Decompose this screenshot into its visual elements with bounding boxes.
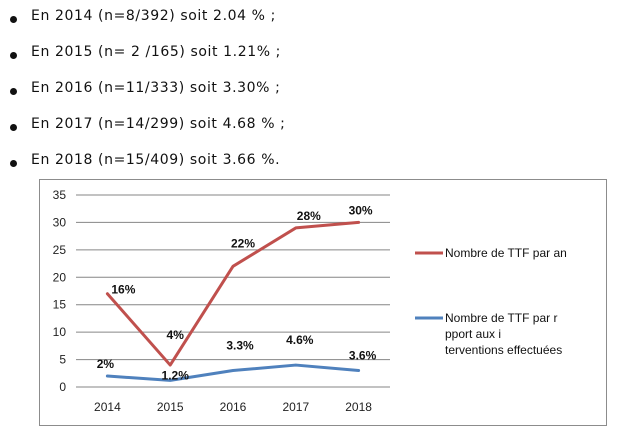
series-line [107, 365, 358, 383]
x-tick-label: 2018 [345, 400, 372, 414]
x-tick-label: 2017 [282, 400, 310, 414]
y-tick-label: 30 [52, 215, 66, 230]
data-label: 4.6% [286, 333, 314, 348]
bullet-item [0, 42, 618, 78]
bullet-list [0, 6, 618, 186]
bullet-text: En 2016 (n=11/333) soit 3.30% ; [31, 80, 281, 96]
x-tick-label: 2014 [94, 400, 121, 414]
bullet-icon [10, 124, 17, 131]
data-label: 4% [166, 328, 184, 343]
bullet-text: En 2017 (n=14/299) soit 4.68 % ; [31, 116, 286, 132]
x-tick-label: 2015 [156, 400, 184, 414]
bullet-icon [10, 16, 17, 23]
y-tick-label: 10 [52, 325, 66, 340]
bullet-text: En 2018 (n=15/409) soit 3.66 %. [31, 152, 281, 168]
data-label: 30% [348, 203, 373, 218]
y-tick-label: 0 [59, 380, 66, 394]
bullet-item [0, 78, 618, 114]
bullet-text: En 2015 (n= 2 /165) soit 1.21% ; [31, 44, 282, 60]
y-tick-label: 35 [52, 188, 66, 202]
x-tick-label: 2016 [219, 400, 247, 414]
data-label: 22% [230, 236, 256, 251]
data-label: 3.3% [226, 338, 254, 353]
data-label: 1.2% [161, 368, 189, 383]
bullet-icon [10, 52, 17, 59]
data-label: 3.6% [348, 348, 377, 363]
data-label: 16% [111, 282, 136, 297]
data-label: 28% [296, 208, 321, 223]
bullet-item [0, 6, 618, 42]
line-chart [40, 180, 606, 425]
y-tick-label: 25 [52, 242, 66, 257]
y-tick-label: 15 [52, 297, 66, 312]
bullet-item [0, 114, 618, 150]
chart-frame [39, 179, 607, 426]
legend-label: Nombre de TTF par an [445, 246, 567, 260]
legend-label: Nombre de TTF par r pport aux i terventions effectuées [445, 311, 563, 357]
bullet-icon [10, 88, 17, 95]
y-tick-label: 5 [59, 352, 66, 367]
bullet-text: En 2014 (n=8/392) soit 2.04 % ; [31, 8, 276, 24]
data-label: 2% [96, 357, 115, 372]
bullet-icon [10, 160, 17, 167]
y-tick-label: 20 [52, 270, 66, 285]
